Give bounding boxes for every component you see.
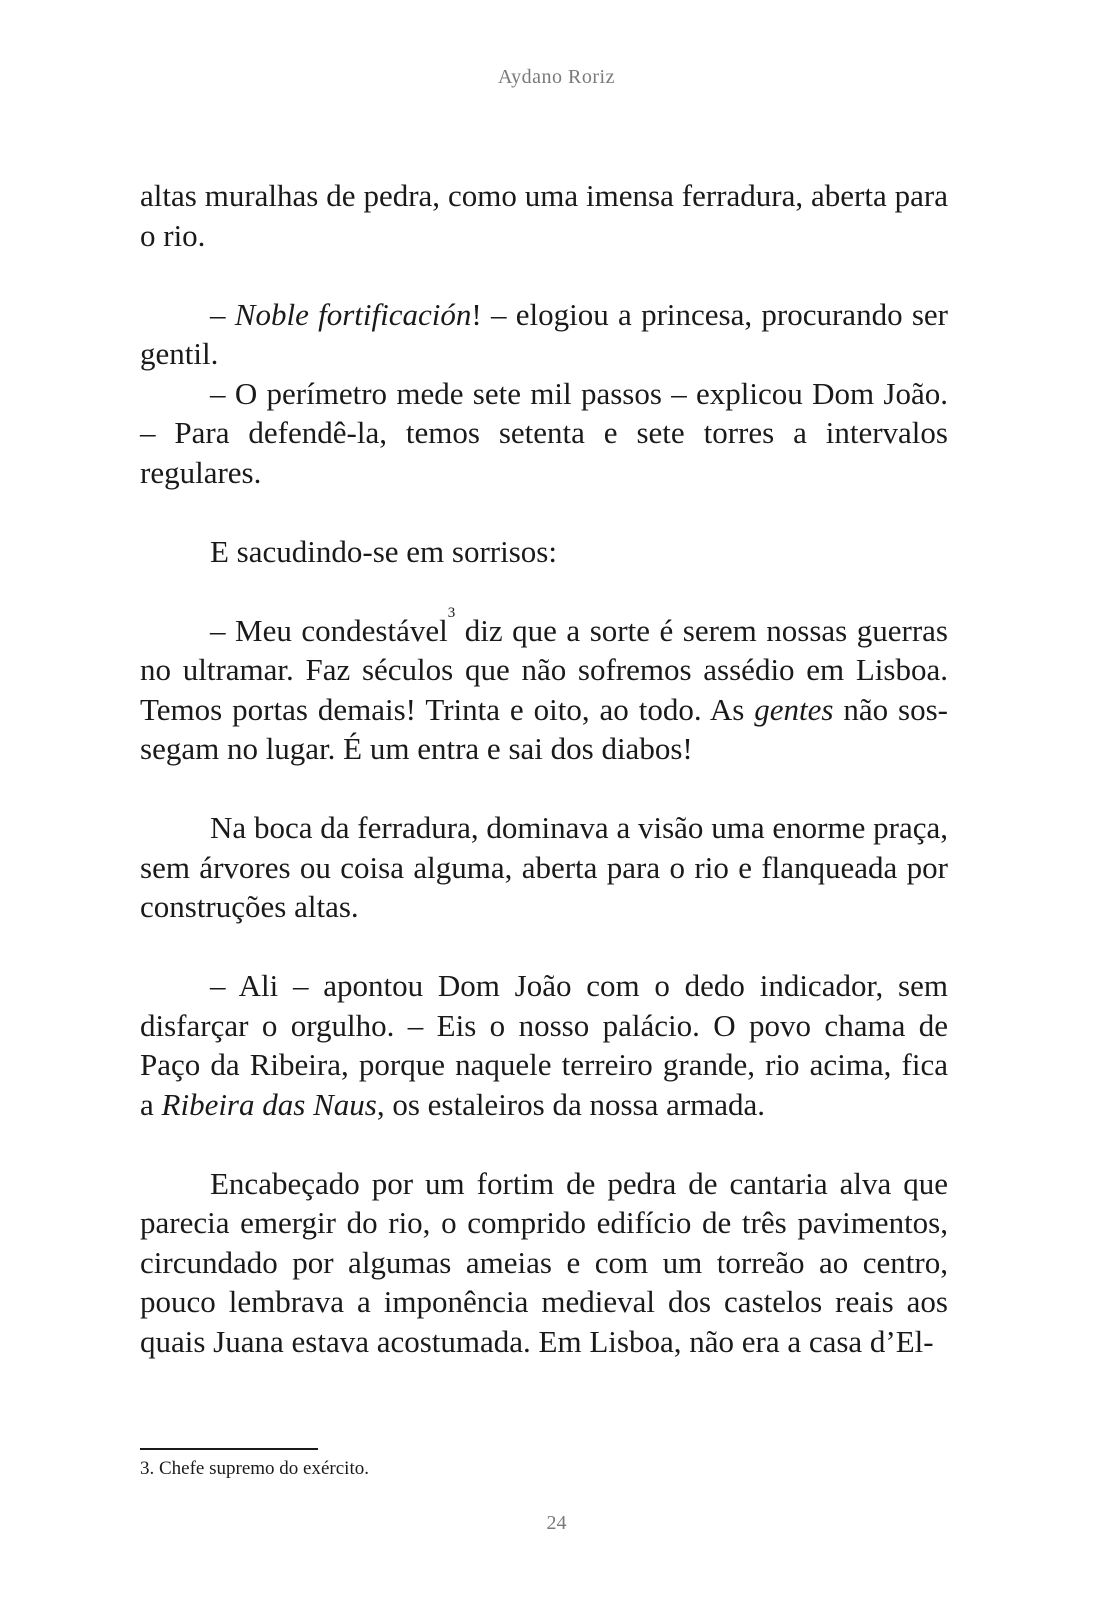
paragraph-5: – Meu condestável$^3$ diz que a sorte é serem nossas guerras no ultramar. Faz séculos que não sofremos assédio em Lisboa. Temos portas demais! Trinta e oito, ao todo. As gentes não sossegam no lugar. É um entra e sai dos diabos! bbox=[140, 604, 948, 766]
paragraph-1: altas muralhas de pedra, como uma imensa ferradura, aberta para o rio. bbox=[140, 178, 948, 253]
page-number: 24 bbox=[546, 1512, 567, 1534]
paragraph-4: E sacudindo-se em sorrisos: bbox=[210, 533, 557, 569]
italic-phrase: Noble fortificación bbox=[234, 296, 472, 332]
paragraph-8: Encabeçado por um fortim de pedra de cantaria alva que parecia emergir do rio, o comprido edifício de três pavimentos, circundado por algumas ameias e com um torreão ao centro, pouco lembrava a imponência medieval dos castelos reais aos quais Juana estava acostumada. Em Lisboa, não era a casa d’El- bbox=[140, 1165, 948, 1359]
paragraph-6: Na boca da ferradura, dominava a visão uma enorme praça, sem árvores ou coisa alguma, aberta para o rio e flanqueada por construções altas. bbox=[140, 810, 948, 924]
italic-word: gentes bbox=[754, 691, 834, 727]
body-text bbox=[140, 176, 948, 1361]
italic-place-name: Ribeira das Naus bbox=[161, 1086, 377, 1122]
paragraph-7: – Ali – apontou Dom João com o dedo indicador, sem disfarçar o orgulho. – Eis o nosso palácio. O povo chama de Paço da Ribeira, porque naquele terreiro grande, rio acima, fica a Ribeira das Naus, os estaleiros da nossa armada. bbox=[140, 968, 948, 1122]
running-head-author: Aydano Roriz bbox=[498, 66, 615, 88]
footnote: 3. Chefe supremo do exército. bbox=[140, 1458, 369, 1479]
paragraph-3: – O perímetro mede sete mil passos – explicou Dom João. – Para defendê-la, temos setenta e sete torres a intervalos regulares. bbox=[140, 375, 948, 490]
paragraph-2: – Noble fortificación! – elogiou a princesa, procurando ser gentil. bbox=[140, 296, 948, 371]
footnote-reference: 3 bbox=[447, 604, 456, 621]
footnote-divider bbox=[140, 1448, 318, 1450]
